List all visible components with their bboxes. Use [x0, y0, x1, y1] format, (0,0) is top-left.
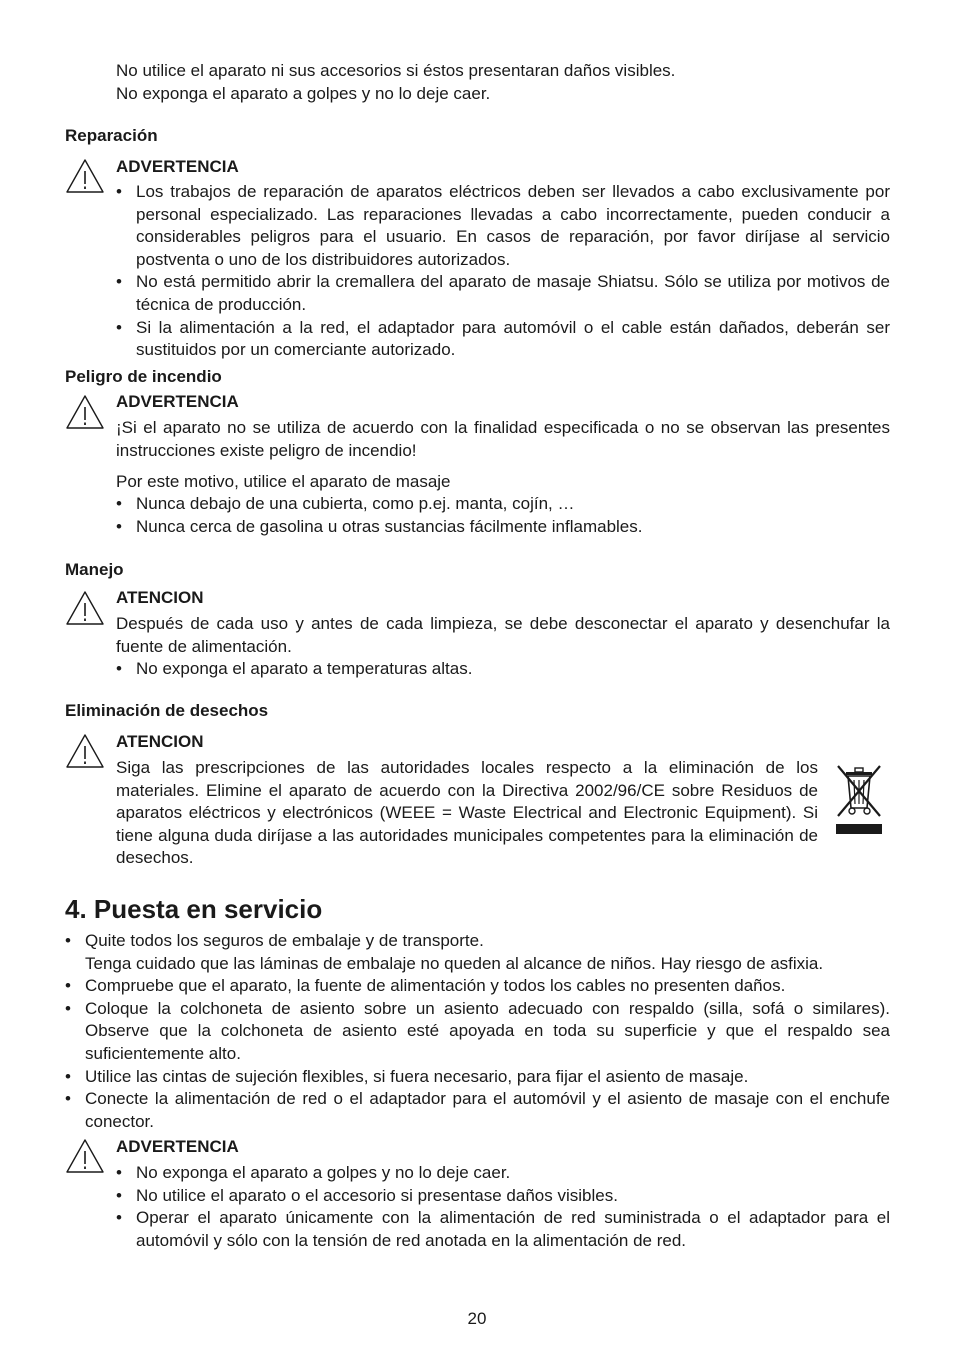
intro-line-2: No exponga el aparato a golpes y no lo deje caer.: [116, 83, 491, 103]
warning-label-reparacion: ADVERTENCIA: [116, 157, 239, 176]
list-item: • Si la alimentación a la red, el adaptador para automóvil o el cable están dañados, deberán ser sustituidos por un comerciante autorizado.: [116, 317, 890, 362]
list-item-line: Tenga cuidado que las láminas de embalaje no queden al alcance de niños. Hay riesgo de asfixia.: [85, 953, 824, 973]
warning-label-eliminacion: ATENCION: [116, 732, 204, 751]
warning-triangle-icon: [65, 394, 105, 430]
page-number: 20: [467, 1309, 487, 1328]
list-puesta: [65, 930, 890, 1133]
warning-triangle-icon: [65, 733, 105, 769]
intro-line-1: No utilice el aparato ni sus accesorios si éstos presentaran daños visibles.: [116, 61, 676, 80]
warning-label-incendio: ADVERTENCIA: [116, 392, 239, 411]
list-item: [65, 930, 890, 975]
list-incendio: [116, 493, 890, 538]
section-heading-manejo: Manejo: [65, 560, 124, 579]
intro-text: [116, 60, 890, 105]
warning-text-eliminacion: Siga las prescripciones de las autoridades locales respecto a la eliminación de los materiales. Elimine el aparato de acuerdo con la Directiva 2002/96/CE sobre Residuos de aparatos eléctricos y electrónicos (WEEE = Waste Electrical and Electronic Equipment). Si tiene alguna duda diríjase a las autoridades municipales competentes para la eliminación de desechos.: [116, 758, 818, 868]
warning-text-manejo: Después de cada uso y antes de cada limpieza, se debe desconectar el aparato y desenchufar la fuente de alimentación.: [116, 614, 890, 656]
list-item: • No exponga el aparato a golpes y no lo deje caer.: [116, 1162, 890, 1185]
list-item: • No exponga el aparato a temperaturas altas.: [116, 658, 890, 681]
warning-triangle-icon: [65, 590, 105, 626]
warning-text-incendio: ¡Si el aparato no se utiliza de acuerdo con la finalidad especificada o no se observan las presentes instrucciones existe peligro de incendio!: [116, 418, 890, 460]
list-item: • Utilice las cintas de sujeción flexibles, si fuera necesario, para fijar el asiento de masaje.: [65, 1066, 890, 1089]
list-reparacion: [116, 181, 890, 362]
section-heading-reparacion: Reparación: [65, 126, 158, 145]
section-heading-eliminacion: Eliminación de desechos: [65, 701, 269, 720]
warning-triangle-icon: [65, 1138, 105, 1174]
list-item: • Operar el aparato únicamente con la alimentación de red suministrada o el adaptador para el automóvil y sólo con la tensión de red anotada en la alimentación de red.: [116, 1207, 890, 1252]
list-item: • Nunca cerca de gasolina u otras sustancias fácilmente inflamables.: [116, 516, 890, 539]
warning-label-manejo: ATENCION: [116, 588, 204, 607]
warning-label-puesta: ADVERTENCIA: [116, 1137, 239, 1156]
section-title-puesta-en-servicio: 4. Puesta en servicio: [65, 894, 323, 924]
list-manejo: [116, 658, 890, 681]
list-item-line: • Quite todos los seguros de embalaje y de transporte.: [85, 931, 484, 950]
list-item: • Nunca debajo de una cubierta, como p.ej. manta, cojín, …: [116, 493, 890, 516]
list-item: • Conecte la alimentación de red o el adaptador para el automóvil y el asiento de masaje con el enchufe conector.: [65, 1088, 890, 1133]
weee-crossed-bin-icon: [834, 762, 884, 836]
list-puesta-warning: [116, 1162, 890, 1252]
list-item: • Compruebe que el aparato, la fuente de alimentación y todos los cables no presenten daños.: [65, 975, 890, 998]
list-item: • Los trabajos de reparación de aparatos eléctricos deben ser llevados a cabo exclusivamente por personal especializado. Las reparaciones llevadas a cabo incorrectamente, pueden conducir a considerables peligros para el usuario. En casos de reparación, por favor diríjase al servicio postventa o uno de los distribuidores autorizados.: [116, 181, 890, 271]
incendio-intro: Por este motivo, utilice el aparato de masaje: [116, 472, 451, 491]
list-item: • No está permitido abrir la cremallera del aparato de masaje Shiatsu. Sólo se utiliza por motivos de técnica de producción.: [116, 271, 890, 316]
list-item: • Coloque la colchoneta de asiento sobre un asiento adecuado con respaldo (silla, sofá o similares). Observe que la colchoneta de asiento esté apoyada en toda su superficie y que el respaldo sea suficientemente alto.: [65, 998, 890, 1066]
warning-triangle-icon: [65, 158, 105, 194]
section-heading-incendio: Peligro de incendio: [65, 367, 222, 386]
list-item: • No utilice el aparato o el accesorio si presentase daños visibles.: [116, 1185, 890, 1208]
